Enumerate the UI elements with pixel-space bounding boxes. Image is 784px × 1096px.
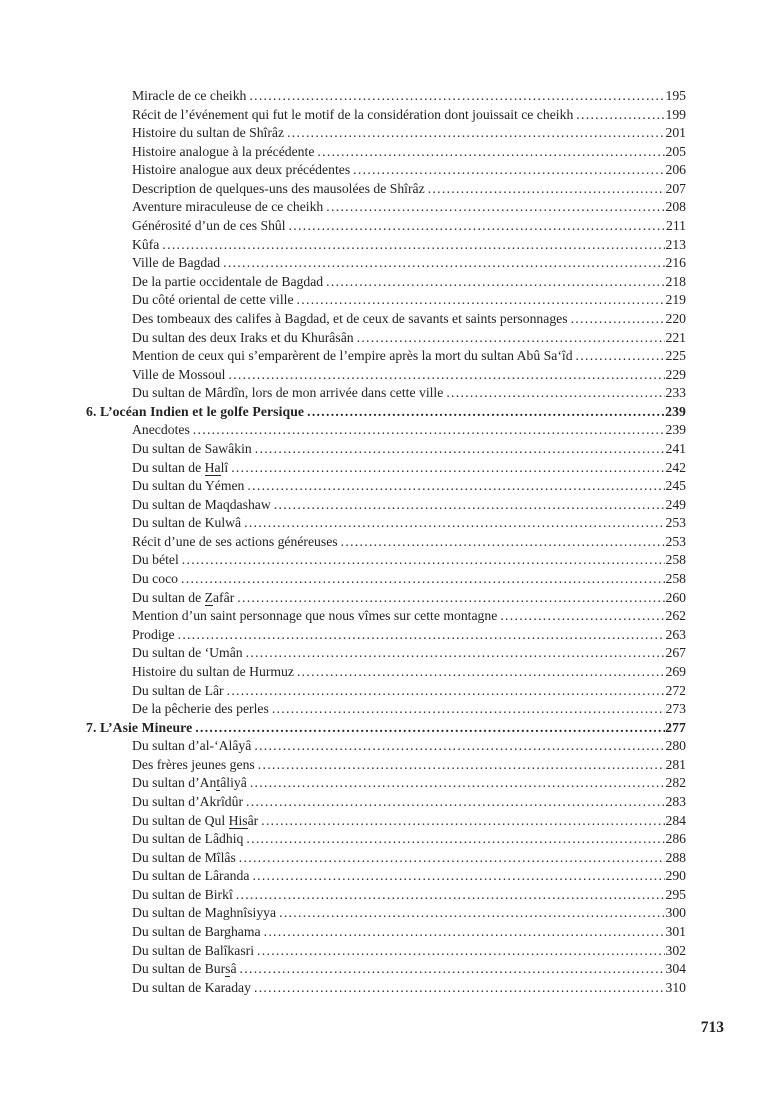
toc-entry-label: Prodige xyxy=(132,626,175,642)
toc-entry xyxy=(86,886,686,905)
toc-entry-page: 239 xyxy=(665,422,686,438)
toc-entry-page: 284 xyxy=(665,812,686,828)
toc-entry xyxy=(86,198,686,217)
toc-leader-dots xyxy=(307,403,665,422)
toc-entry xyxy=(86,106,686,125)
toc-entry xyxy=(86,533,686,552)
toc-entry-page: 206 xyxy=(665,162,686,178)
toc-leader-dots xyxy=(287,124,665,143)
toc-entry-label: Mention d’un saint personnage que nous vîmes sur cette montagne xyxy=(132,608,498,624)
toc-leader-dots xyxy=(274,496,666,515)
toc-leader-dots xyxy=(264,923,666,942)
toc-leader-dots xyxy=(353,161,665,180)
toc-entry-page: 302 xyxy=(665,942,686,958)
toc-leader-dots xyxy=(236,886,666,905)
toc-entry-label: Ville de Mossoul xyxy=(132,366,226,382)
toc-entry-page: 233 xyxy=(665,385,686,401)
toc-entry-label: Mention de ceux qui s’emparèrent de l’empire après la mort du sultan Abû Sa‘îd xyxy=(132,348,573,364)
toc-entry-label: Du sultan de Kulwâ xyxy=(132,515,242,531)
toc-entry-label: Ville de Bagdad xyxy=(132,255,221,271)
toc-entry xyxy=(86,644,686,663)
toc-entry-label: Du sultan de Zafâr xyxy=(132,589,235,605)
toc-entry-label: Aventure miraculeuse de ce cheikh xyxy=(132,199,324,215)
toc-leader-dots xyxy=(297,663,666,682)
toc-entry-label: De la pêcherie des perles xyxy=(132,701,269,717)
toc-leader-dots xyxy=(254,979,666,998)
toc-list xyxy=(86,87,686,997)
toc-entry-label: Histoire du sultan de Shîrâz xyxy=(132,125,285,141)
toc-entry-page: 258 xyxy=(665,552,686,568)
toc-entry xyxy=(86,273,686,292)
toc-leader-dots xyxy=(272,700,666,719)
toc-leader-dots xyxy=(254,737,665,756)
toc-entry xyxy=(86,570,686,589)
toc-entry xyxy=(86,366,686,385)
toc-leader-dots xyxy=(237,589,665,608)
toc-leader-dots xyxy=(326,273,665,292)
toc-entry xyxy=(86,867,686,886)
toc-entry xyxy=(86,551,686,570)
toc-entry-label: Du sultan de Halî xyxy=(132,459,229,475)
toc-entry-page: 208 xyxy=(665,199,686,215)
toc-entry xyxy=(86,496,686,515)
toc-entry-page: 273 xyxy=(665,701,686,717)
toc-entry-page: 283 xyxy=(665,793,686,809)
toc-leader-dots xyxy=(181,570,665,589)
toc-entry xyxy=(86,514,686,533)
toc-entry-label: Du sultan de Lâr xyxy=(132,682,224,698)
toc-leader-dots xyxy=(326,198,665,217)
toc-entry-page: 253 xyxy=(665,515,686,531)
toc-leader-dots xyxy=(246,644,666,663)
toc-entry-label: Du côté oriental de cette ville xyxy=(132,292,294,308)
toc-entry-label: Description de quelques-uns des mausolées de Shîrâz xyxy=(132,180,425,196)
toc-entry-label: Du bétel xyxy=(132,552,179,568)
toc-entry-page: 218 xyxy=(665,273,686,289)
toc-entry xyxy=(86,180,686,199)
toc-entry-page: 304 xyxy=(665,961,686,977)
toc-leader-dots xyxy=(257,942,665,961)
toc-entry xyxy=(86,626,686,645)
toc-entry-label: Kûfa xyxy=(132,236,160,252)
toc-entry xyxy=(86,477,686,496)
toc-leader-dots xyxy=(428,180,666,199)
toc-entry-page: 242 xyxy=(665,459,686,475)
toc-entry-label: Récit de l’événement qui fut le motif de la considération dont jouissait ce cheikh xyxy=(132,106,574,122)
toc-leader-dots xyxy=(195,719,665,738)
toc-entry xyxy=(86,830,686,849)
toc-leader-dots xyxy=(576,106,665,125)
toc-entry-label: Générosité d’un de ces Shûl xyxy=(132,218,286,234)
toc-entry xyxy=(86,440,686,459)
toc-entry-page: 269 xyxy=(665,663,686,679)
toc-entry-label: Des tombeaux des califes à Bagdad, et de ceux de savants et saints personnages xyxy=(132,310,568,326)
toc-entry xyxy=(86,904,686,923)
toc-entry-page: 205 xyxy=(665,143,686,159)
toc-entry-label: Du sultan de ‘Umân xyxy=(132,645,243,661)
toc-entry-label: Du sultan de Balîkasri xyxy=(132,942,255,958)
toc-entry-label: Du sultan de Lâdhiq xyxy=(132,831,244,847)
toc-entry xyxy=(86,87,686,106)
toc-leader-dots xyxy=(500,607,665,626)
toc-entry-label: 6. L’océan Indien et le golfe Persique xyxy=(86,403,305,419)
toc-entry-page: 272 xyxy=(665,682,686,698)
toc-entry xyxy=(86,812,686,831)
toc-entry-page: 195 xyxy=(665,88,686,103)
toc-leader-dots xyxy=(317,143,665,162)
toc-leader-dots xyxy=(228,366,665,385)
toc-leader-dots xyxy=(247,477,665,496)
toc-entry-label: Récit d’une de ses actions généreuses xyxy=(132,533,338,549)
toc-leader-dots xyxy=(239,849,666,868)
toc-entry xyxy=(86,774,686,793)
toc-entry xyxy=(86,384,686,403)
folio-number: 713 xyxy=(700,1019,724,1036)
toc-leader-dots xyxy=(341,533,666,552)
toc-entry-label: Du sultan de Mârdîn, lors de mon arrivée dans cette ville xyxy=(132,385,444,401)
toc-entry-page: 295 xyxy=(665,886,686,902)
toc-entry-page: 249 xyxy=(665,496,686,512)
toc-entry-page: 258 xyxy=(665,571,686,587)
toc-leader-dots xyxy=(244,514,665,533)
toc-entry-label: Du sultan du Yémen xyxy=(132,478,245,494)
toc-entry-page: 201 xyxy=(665,125,686,141)
toc-entry-page: 290 xyxy=(665,868,686,884)
toc-entry-page: 199 xyxy=(665,106,686,122)
toc-leader-dots xyxy=(227,682,666,701)
toc-leader-dots xyxy=(252,867,665,886)
toc-entry-page: 263 xyxy=(665,626,686,642)
toc-entry-label: Histoire analogue aux deux précédentes xyxy=(132,162,351,178)
toc-entry-label: Anecdotes xyxy=(132,422,190,438)
toc-entry-page: 282 xyxy=(665,775,686,791)
toc-entry-page: 220 xyxy=(665,310,686,326)
toc-entry xyxy=(86,960,686,979)
toc-entry-page: 288 xyxy=(665,849,686,865)
toc-entry-page: 300 xyxy=(665,905,686,921)
toc-leader-dots xyxy=(246,793,665,812)
toc-leader-dots xyxy=(231,459,665,478)
toc-entry xyxy=(86,143,686,162)
toc-leader-dots xyxy=(250,774,666,793)
toc-entry xyxy=(86,254,686,273)
toc-entry xyxy=(86,682,686,701)
toc-entry-page: 213 xyxy=(665,236,686,252)
toc-entry-label: Du sultan de Maghnîsiyya xyxy=(132,905,277,921)
toc-entry xyxy=(86,756,686,775)
toc-entry-label: Du sultan de Barghama xyxy=(132,924,261,940)
toc-section-header xyxy=(86,403,686,422)
toc-entry-label: Histoire analogue à la précédente xyxy=(132,143,315,159)
toc-leader-dots xyxy=(193,421,666,440)
toc-leader-dots xyxy=(255,440,666,459)
toc-entry-page: 262 xyxy=(665,608,686,624)
toc-leader-dots xyxy=(240,960,666,979)
toc-leader-dots xyxy=(297,291,666,310)
toc-entry-label: Du sultan de Birkî xyxy=(132,886,233,902)
toc-entry-label: Histoire du sultan de Hurmuz xyxy=(132,663,294,679)
toc-entry xyxy=(86,217,686,236)
toc-entry-page: 301 xyxy=(665,924,686,940)
toc-entry-page: 216 xyxy=(665,255,686,271)
toc-leader-dots xyxy=(182,551,666,570)
toc-entry-label: Du sultan de Mîlâs xyxy=(132,849,236,865)
toc-entry-label: Du sultan d’Akrîdûr xyxy=(132,793,244,809)
toc-entry xyxy=(86,291,686,310)
toc-entry-label: Du sultan de Lâranda xyxy=(132,868,250,884)
toc-entry xyxy=(86,236,686,255)
toc-leader-dots xyxy=(249,87,665,106)
toc-entry-label: Du sultan d’al-‘Alâyâ xyxy=(132,738,252,754)
toc-leader-dots xyxy=(223,254,665,273)
toc-entry xyxy=(86,310,686,329)
page-footer xyxy=(701,1019,724,1037)
toc-entry-page: 241 xyxy=(665,440,686,456)
toc-entry xyxy=(86,942,686,961)
toc-leader-dots xyxy=(289,217,666,236)
toc-entry-page: 310 xyxy=(665,979,686,995)
toc-entry xyxy=(86,124,686,143)
toc-entry-label: Du coco xyxy=(132,571,178,587)
toc-entry-page: 245 xyxy=(665,478,686,494)
toc-entry-page: 267 xyxy=(665,645,686,661)
toc-entry-page: 219 xyxy=(665,292,686,308)
toc-entry xyxy=(86,421,686,440)
toc-leader-dots xyxy=(357,329,666,348)
toc-entry xyxy=(86,923,686,942)
toc-entry-label: Des frères jeunes gens xyxy=(132,756,255,772)
toc-entry-page: 239 xyxy=(665,403,686,419)
toc-entry xyxy=(86,589,686,608)
toc-entry-page: 281 xyxy=(665,756,686,772)
toc-entry-page: 229 xyxy=(665,366,686,382)
toc-entry xyxy=(86,979,686,998)
toc-entry xyxy=(86,161,686,180)
toc-entry xyxy=(86,663,686,682)
toc-leader-dots xyxy=(178,626,666,645)
toc-entry xyxy=(86,793,686,812)
toc-entry-label: Du sultan de Qul Hisâr xyxy=(132,812,259,828)
toc-entry xyxy=(86,849,686,868)
toc-entry-page: 280 xyxy=(665,738,686,754)
toc-leader-dots xyxy=(576,347,666,366)
toc-entry xyxy=(86,459,686,478)
toc-entry-label: Du sultan de Karaday xyxy=(132,979,251,995)
toc-section-header xyxy=(86,719,686,738)
toc-leader-dots xyxy=(571,310,666,329)
toc-entry xyxy=(86,347,686,366)
toc-entry-page: 260 xyxy=(665,589,686,605)
toc-entry-page: 286 xyxy=(665,831,686,847)
toc-leader-dots xyxy=(279,904,665,923)
toc-entry-label: Du sultan de Bursâ xyxy=(132,961,237,977)
toc-entry-label: Miracle de ce cheikh xyxy=(132,88,247,103)
toc-leader-dots xyxy=(258,756,666,775)
toc-leader-dots xyxy=(261,812,665,831)
toc-entry-page: 277 xyxy=(665,719,686,735)
toc-entry xyxy=(86,737,686,756)
toc-entry-label: De la partie occidentale de Bagdad xyxy=(132,273,324,289)
toc-entry-page: 207 xyxy=(665,180,686,196)
toc-entry-page: 253 xyxy=(665,533,686,549)
toc-leader-dots xyxy=(446,384,665,403)
toc-entry-label: Du sultan des deux Iraks et du Khurâsân xyxy=(132,329,354,345)
toc-entry xyxy=(86,329,686,348)
toc-entry xyxy=(86,607,686,626)
toc-entry-label: Du sultan d’Antâliyâ xyxy=(132,775,247,791)
toc-entry-label: Du sultan de Maqdashaw xyxy=(132,496,271,512)
toc-entry-page: 225 xyxy=(665,348,686,364)
toc-entry xyxy=(86,700,686,719)
toc-leader-dots xyxy=(246,830,665,849)
toc-entry-label: Du sultan de Sawâkin xyxy=(132,440,252,456)
toc-entry-page: 211 xyxy=(665,218,686,234)
toc-leader-dots xyxy=(162,236,665,255)
toc-entry-label: 7. L’Asie Mineure xyxy=(86,719,193,735)
toc-entry-page: 221 xyxy=(665,329,686,345)
